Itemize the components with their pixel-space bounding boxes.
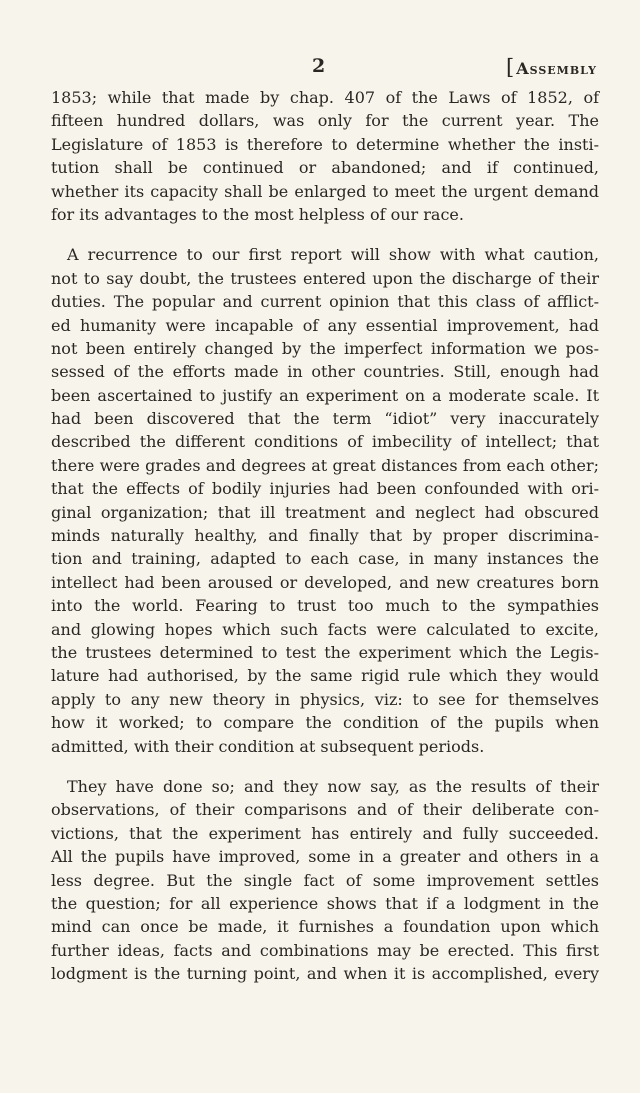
running-head-bracket: [ [506, 55, 516, 79]
text-line: victions, that the experiment has entirely and fully succeeded. [51, 823, 599, 843]
text-line: lodgment is the turning point, and when it is accomplished, every [51, 964, 599, 984]
text-line: the trustees determined to test the experiment which the Legis- [51, 642, 599, 662]
text-line: described the different conditions of imbecility of intellect; that [51, 432, 599, 452]
text-line: not been entirely changed by the imperfect information we pos- [51, 338, 599, 358]
page-header [0, 55, 640, 85]
text-line: and glowing hopes which such facts were calculated to excite, [51, 619, 599, 639]
text-line: into the world. Fearing to trust too much to the sympathies [51, 596, 599, 616]
text-line: mind can once be made, it furnishes a foundation upon which [51, 917, 599, 937]
paragraph [51, 775, 599, 986]
text-line: sessed of the efforts made in other countries. Still, enough had [51, 362, 599, 382]
text-line: observations, of their comparisons and of their deliberate con- [51, 800, 599, 820]
text-line: intellect had been aroused or developed, and new creatures born [51, 572, 599, 592]
text-line: ginal organization; that ill treatment and neglect had obscured [51, 502, 599, 522]
paragraph-gap [51, 226, 599, 243]
page-number: 2 [312, 55, 326, 77]
paragraph [51, 243, 599, 758]
text-line: the question; for all experience shows that if a lodgment in the [51, 893, 599, 913]
text-line: whether its capacity shall be enlarged to meet the urgent demand [51, 181, 599, 201]
text-line: there were grades and degrees at great distances from each other; [51, 455, 599, 475]
text-line: had been discovered that the term “idiot” very inaccurately [51, 409, 599, 429]
text-line: lature had authorised, by the same rigid rule which they would [51, 666, 599, 686]
text-line: for its advantages to the most helpless of our race. [51, 204, 464, 224]
text-line: fifteen hundred dollars, was only for the current year. The [51, 111, 599, 131]
paragraph-gap [51, 758, 599, 775]
text-line: less degree. But the single fact of some improvement settles [51, 870, 599, 890]
text-line: Legislature of 1853 is therefore to determine whether the insti- [51, 134, 599, 154]
text-line: that the effects of bodily injuries had been confounded with ori- [51, 479, 599, 499]
text-line: minds naturally healthy, and finally that by proper discrimina- [51, 526, 599, 546]
text-line: been ascertained to justify an experiment on a moderate scale. It [51, 385, 599, 405]
text-line: All the pupils have improved, some in a greater and others in a [51, 847, 599, 867]
text-line: tion and training, adapted to each case, in many instances the [51, 549, 599, 569]
text-line: how it worked; to compare the condition of the pupils when [51, 713, 599, 733]
text-line: A recurrence to our first report will show with what caution, [67, 245, 599, 265]
text-line: not to say doubt, the trustees entered upon the discharge of their [51, 268, 599, 288]
text-line: 1853; while that made by chap. 407 of the Laws of 1852, of [51, 88, 599, 107]
body-text [51, 86, 599, 985]
text-line: tution shall be continued or abandoned; and if continued, [51, 158, 599, 178]
text-line: duties. The popular and current opinion that this class of afflict- [51, 292, 599, 312]
paragraph [51, 86, 599, 226]
text-line: ed humanity were incapable of any essential improvement, had [51, 315, 599, 335]
text-line: apply to any new theory in physics, viz: to see for themselves [51, 689, 599, 709]
running-head-title: Assembly [516, 59, 598, 78]
text-line: They have done so; and they now say, as the results of their [67, 776, 599, 796]
text-line: admitted, with their condition at subsequent periods. [51, 736, 485, 756]
running-head [506, 55, 597, 79]
text-line: further ideas, facts and combinations may be erected. This first [51, 940, 599, 960]
